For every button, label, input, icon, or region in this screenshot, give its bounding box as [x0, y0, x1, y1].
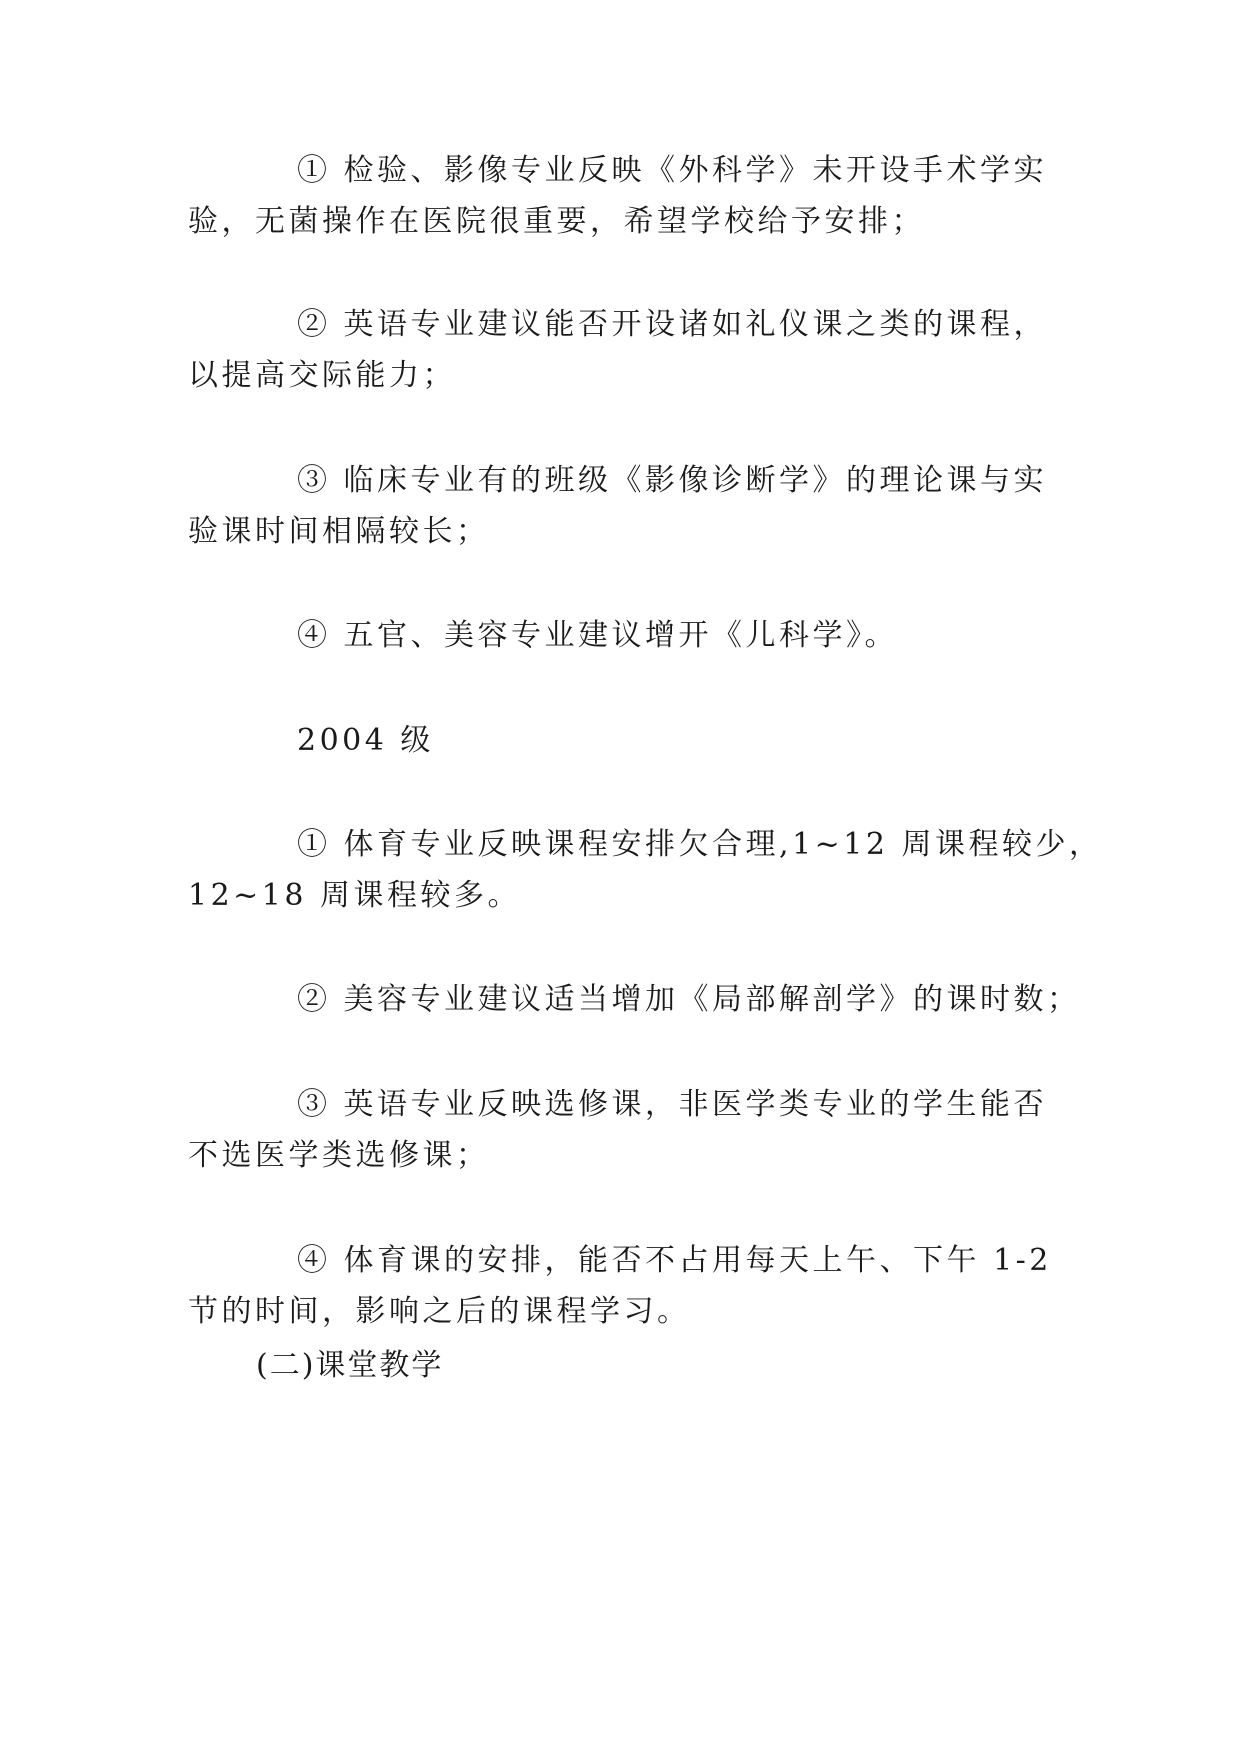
paragraph-line: ① 体育专业反映课程安排欠合理,1~12 周课程较少，: [297, 827, 1103, 862]
paragraph-line: ① 检验、影像专业反映《外科学》未开设手术学实: [297, 153, 1048, 188]
paragraph-line: 节的时间，影响之后的课程学习。: [188, 1294, 691, 1329]
paragraph-line: ② 美容专业建议适当增加《局部解剖学》的课时数；: [297, 982, 1081, 1017]
paragraph-line: 验课时间相隔较长；: [188, 514, 490, 549]
paragraph-line: 以提高交际能力；: [188, 358, 456, 393]
paragraph-line: ③ 临床专业有的班级《影像诊断学》的理论课与实: [297, 463, 1048, 498]
paragraph-line: 不选医学类选修课；: [188, 1138, 490, 1173]
paragraph-line: 验，无菌操作在医院很重要，希望学校给予安排；: [188, 204, 925, 239]
paragraph-line: ④ 体育课的安排，能否不占用每天上午、下午 1-2: [297, 1243, 1052, 1278]
paragraph-line: 12~18 周课程较多。: [188, 878, 522, 913]
paragraph-line: ② 英语专业建议能否开设诸如礼仪课之类的课程，: [297, 307, 1048, 342]
section-heading: (二)课堂教学: [256, 1348, 444, 1383]
paragraph-line: ④ 五官、美容专业建议增开《儿科学》。: [297, 618, 899, 653]
paragraph-line: ③ 英语专业反映选修课，非医学类专业的学生能否: [297, 1087, 1048, 1122]
section-label: 2004 级: [297, 723, 434, 758]
